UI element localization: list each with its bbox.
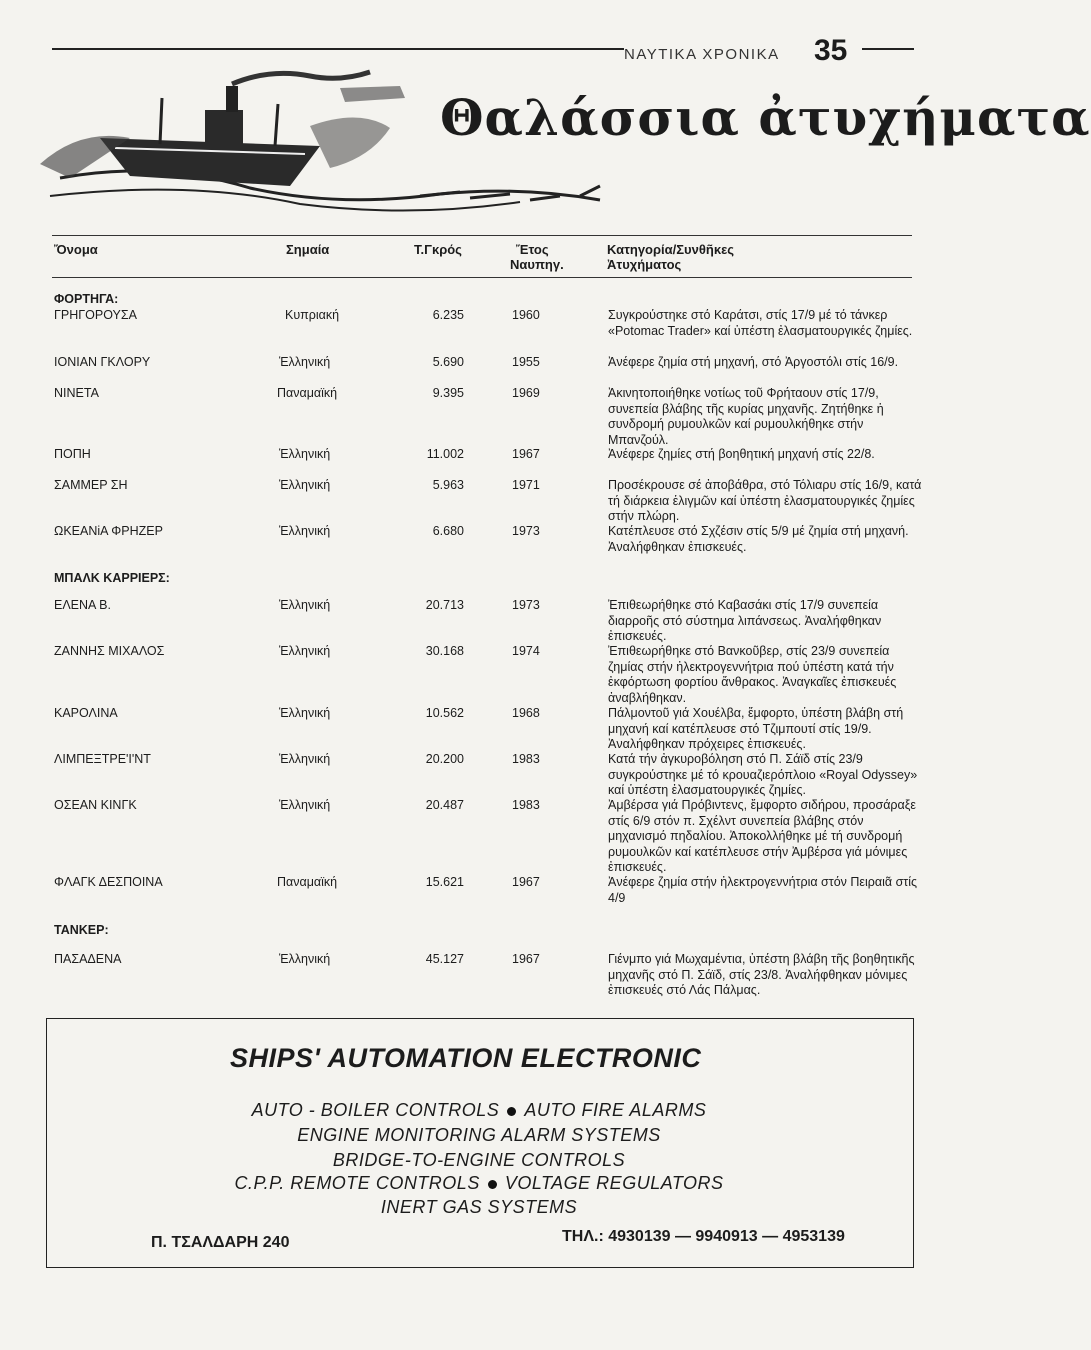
table-header-rule [52, 277, 912, 278]
row-description: Συγκρούστηκε στό Καράτσι, στίς 17/9 μέ τό τάνκερ «Potomac Trader» καί ὑπέστη ἐλασματουργικές ζημίες. [608, 308, 913, 338]
row-grt: 20.713 [425, 598, 464, 612]
row-grt: 6.680 [432, 524, 464, 538]
row-grt: 6.235 [432, 308, 464, 322]
row-flag: Ἑλληνική [279, 706, 331, 720]
bullet-icon [507, 1107, 516, 1116]
row-name: ΦΛΑΓΚ ΔΕΣΠΟΙΝΑ [54, 875, 163, 889]
row-flag: Ἑλληνική [279, 478, 331, 492]
ad-line-1 [46, 1100, 912, 1121]
row-year: 1973 [512, 598, 540, 612]
row-year: 1968 [512, 706, 540, 720]
row-grt: 10.562 [425, 706, 464, 720]
row-grt: 5.690 [432, 355, 464, 369]
row-grt: 45.127 [425, 952, 464, 966]
row-description: Ἀνέφερε ζημία στήν ἠλεκτρογεννήτρια στόν Πειραιᾶ στίς 4/9 [608, 875, 918, 905]
page-number: 35 [814, 34, 848, 67]
row-year: 1974 [512, 644, 540, 658]
column-header-grt: Τ.Γκρός [414, 242, 462, 257]
row-year: 1955 [512, 355, 540, 369]
ad-line-3: BRIDGE-TO-ENGINE CONTROLS [332, 1150, 626, 1170]
row-name: ΠΟΠΗ [54, 447, 91, 461]
row-grt: 20.487 [425, 798, 464, 812]
ad-line-4 [46, 1173, 912, 1194]
column-header-name: Ὄνομα [54, 242, 98, 257]
row-year: 1967 [512, 447, 540, 461]
row-year: 1967 [512, 952, 540, 966]
row-grt: 9.395 [432, 386, 464, 400]
row-description: Πάλμοντοῦ γιά Χουέλβα, ἔμφορτο, ὑπέστη βλάβη στή μηχανή καί κατέπλευσε στό Τζιμπουτί στίς 19/9. Ἀναλήφθηκαν πρόχειρες ἐπισκευές. [608, 706, 904, 751]
ad-address: Π. ΤΣΑΛΔΑΡΗ 240 [151, 1234, 290, 1251]
row-name: ΙΟΝΙΑΝ ΓΚΛΟΡΥ [54, 355, 151, 369]
row-name: ΝΙΝΕΤΑ [54, 386, 99, 400]
row-year: 1969 [512, 386, 540, 400]
row-name: ΕΛΕΝΑ Β. [54, 598, 111, 612]
row-name: ΓΡΗΓΟΡΟΥΣΑ [54, 308, 137, 322]
column-header-flag: Σημαία [286, 242, 330, 257]
ad-phone-numbers: ΤΗΛ.: 4930139 — 9940913 — 4953139 [562, 1228, 845, 1245]
row-description: Γιένμπο γιά Μωχαμέντια, ὑπέστη βλάβη τῆς βοηθητικῆς μηχανῆς στό Π. Σάϊδ, στίς 23/8. Ἀναλήφθηκαν μόνιμες ἐπισκευές στό Λάς Πάλμας. [608, 952, 915, 997]
row-flag: Ἑλληνική [279, 798, 331, 812]
row-year: 1967 [512, 875, 540, 889]
row-year: 1973 [512, 524, 540, 538]
row-flag: Ἑλληνική [279, 644, 331, 658]
row-description: Ἀμβέρσα γιά Πρόβιντενς, ἔμφορτο σιδήρου, προσάραξε στίς 6/9 στόν π. Σχέλντ συνεπεία βλάβης στόν μηχανισμό πηδαλίου. Ἀποκολλήθηκε μέ τή συνδρομή ρυμουλκῶν καί κατέπλευσε στήν Ἀμβέρσα γιά μόνιμες ἐπισκευές. [608, 798, 916, 874]
row-grt: 5.963 [432, 478, 464, 492]
row-description: Προσέκρουσε σέ ἀποβάθρα, στό Τόλιαρυ στίς 16/9, κατά τή διάρκεια ἑλιγμῶν καί ὑπέστη ἐλασματουργικές ζημίες στήν πλώρη. [608, 478, 922, 523]
row-year: 1960 [512, 308, 540, 322]
header-rule-left [52, 48, 624, 50]
row-flag: Ἑλληνική [279, 752, 331, 766]
row-name: ΩΚΕΑΝiΑ ΦΡΗΖΕΡ [54, 524, 163, 538]
row-description: Κατέπλευσε στό Σχζέσιν στίς 5/9 μέ ζημία στή μηχανή. Ἀναλήφθηκαν ἐπισκευές. [608, 524, 909, 554]
row-flag: Κυπριακή [285, 308, 340, 322]
header-rule-right [862, 48, 914, 50]
ad-remote-controls: C.P.P. REMOTE CONTROLS [234, 1173, 480, 1193]
column-header-year [510, 242, 564, 272]
row-name: ΛΙΜΠΕΞΤΡΕ'Ι'ΝΤ [54, 752, 151, 766]
row-description: Ἐπιθεωρήθηκε στό Βανκοῦβερ, στίς 23/9 συνεπεία ζημίας στήν ἠλεκτρογεννήτρια πού ὑπέστη κατά τήν ἐκφόρτωση φορτίου ἄνθρακος. Ἀναγκαῖες ἐπισκευές ἀναβλήθηκαν. [608, 644, 897, 705]
column-header-year-line2: Ναυπηγ. [510, 257, 564, 272]
row-flag: Ἑλληνική [279, 355, 331, 369]
row-description: Ἀνέφερε ζημία στή μηχανή, στό Ἀργοστόλι στίς 16/9. [608, 355, 899, 369]
row-name: ΠΑΣΑΔΕΝΑ [54, 952, 122, 966]
column-header-category-line1: Κατηγορία/Συνθῆκες [607, 242, 734, 257]
ad-line-2: ENGINE MONITORING ALARM SYSTEMS [297, 1125, 661, 1145]
running-title: ΝΑΥΤΙΚΑ ΧΡΟΝΙΚΑ [624, 46, 780, 63]
row-year: 1983 [512, 752, 540, 766]
row-grt: 15.621 [425, 875, 464, 889]
row-description: Ἀνέφερε ζημίες στή βοηθητική μηχανή στίς 22/8. [608, 447, 875, 461]
row-grt: 20.200 [425, 752, 464, 766]
ad-title: SHIPS' AUTOMATION ELECTRONIC [230, 1043, 702, 1073]
row-flag: Ἑλληνική [279, 524, 331, 538]
row-name: ΟΣΕΑΝ ΚΙΝΓΚ [54, 798, 137, 812]
row-grt: 30.168 [425, 644, 464, 658]
column-header-year-line1: Ἔτος [516, 242, 549, 257]
column-header-category [607, 242, 734, 272]
row-description: Ἐπιθεωρήθηκε στό Καβασάκι στίς 17/9 συνεπεία διαρροῆς στό σύστημα λιπάνσεως. Ἀναλήφθηκαν ἐπισκευές. [608, 598, 882, 643]
ad-fire-alarms: AUTO FIRE ALARMS [524, 1100, 707, 1120]
row-flag: Ἑλληνική [279, 952, 331, 966]
row-flag: Παναμαϊκή [277, 875, 338, 889]
row-flag: Παναμαϊκή [277, 386, 338, 400]
row-flag: Ἑλληνική [279, 447, 331, 461]
column-header-category-line2: Ἀτυχήματος [607, 257, 682, 272]
ad-boiler-controls: AUTO - BOILER CONTROLS [251, 1100, 500, 1120]
row-year: 1983 [512, 798, 540, 812]
category-bulk: ΜΠΑΛΚ ΚΑΡΡΙΕΡΣ: [54, 571, 170, 585]
bullet-icon [488, 1180, 497, 1189]
row-year: 1971 [512, 478, 540, 492]
ad-line-5: INERT GAS SYSTEMS [380, 1197, 578, 1217]
row-flag: Ἑλληνική [279, 598, 331, 612]
row-name: ΣΑΜΜΕΡ ΣΗ [54, 478, 128, 492]
row-description: Ἀκινητοποιήθηκε νοτίως τοῦ Φρήταουν στίς 17/9, συνεπεία βλάβης τῆς κυρίας μηχανῆς. Ζητήθηκε ἡ συνδρομή ρυμουλκῶν καί ρυμουλκήθηκε στήν Μπανζούλ. [608, 386, 884, 447]
table-top-rule [52, 235, 912, 236]
row-description: Κατά τήν ἀγκυροβόληση στό Π. Σάϊδ στίς 23/9 συγκρούστηκε μέ τό κρουαζιερόπλοιο «Royal Odyssey» καί ὑπέστη ἐλασματουργικές ζημίες. [608, 752, 918, 797]
category-tanker: ΤΑΝΚΕΡ: [54, 923, 109, 937]
ad-voltage-regulators: VOLTAGE REGULATORS [504, 1173, 724, 1193]
row-name: ΚΑΡΟΛΙΝΑ [54, 706, 118, 720]
section-title: Θαλάσσια ἀτυχήματα [440, 88, 1091, 147]
category-cargo: ΦΟΡΤΗΓΑ: [54, 292, 119, 306]
row-grt: 11.002 [426, 447, 464, 461]
row-name: ΖΑΝΝΗΣ ΜΙΧΑΛΟΣ [54, 644, 165, 658]
